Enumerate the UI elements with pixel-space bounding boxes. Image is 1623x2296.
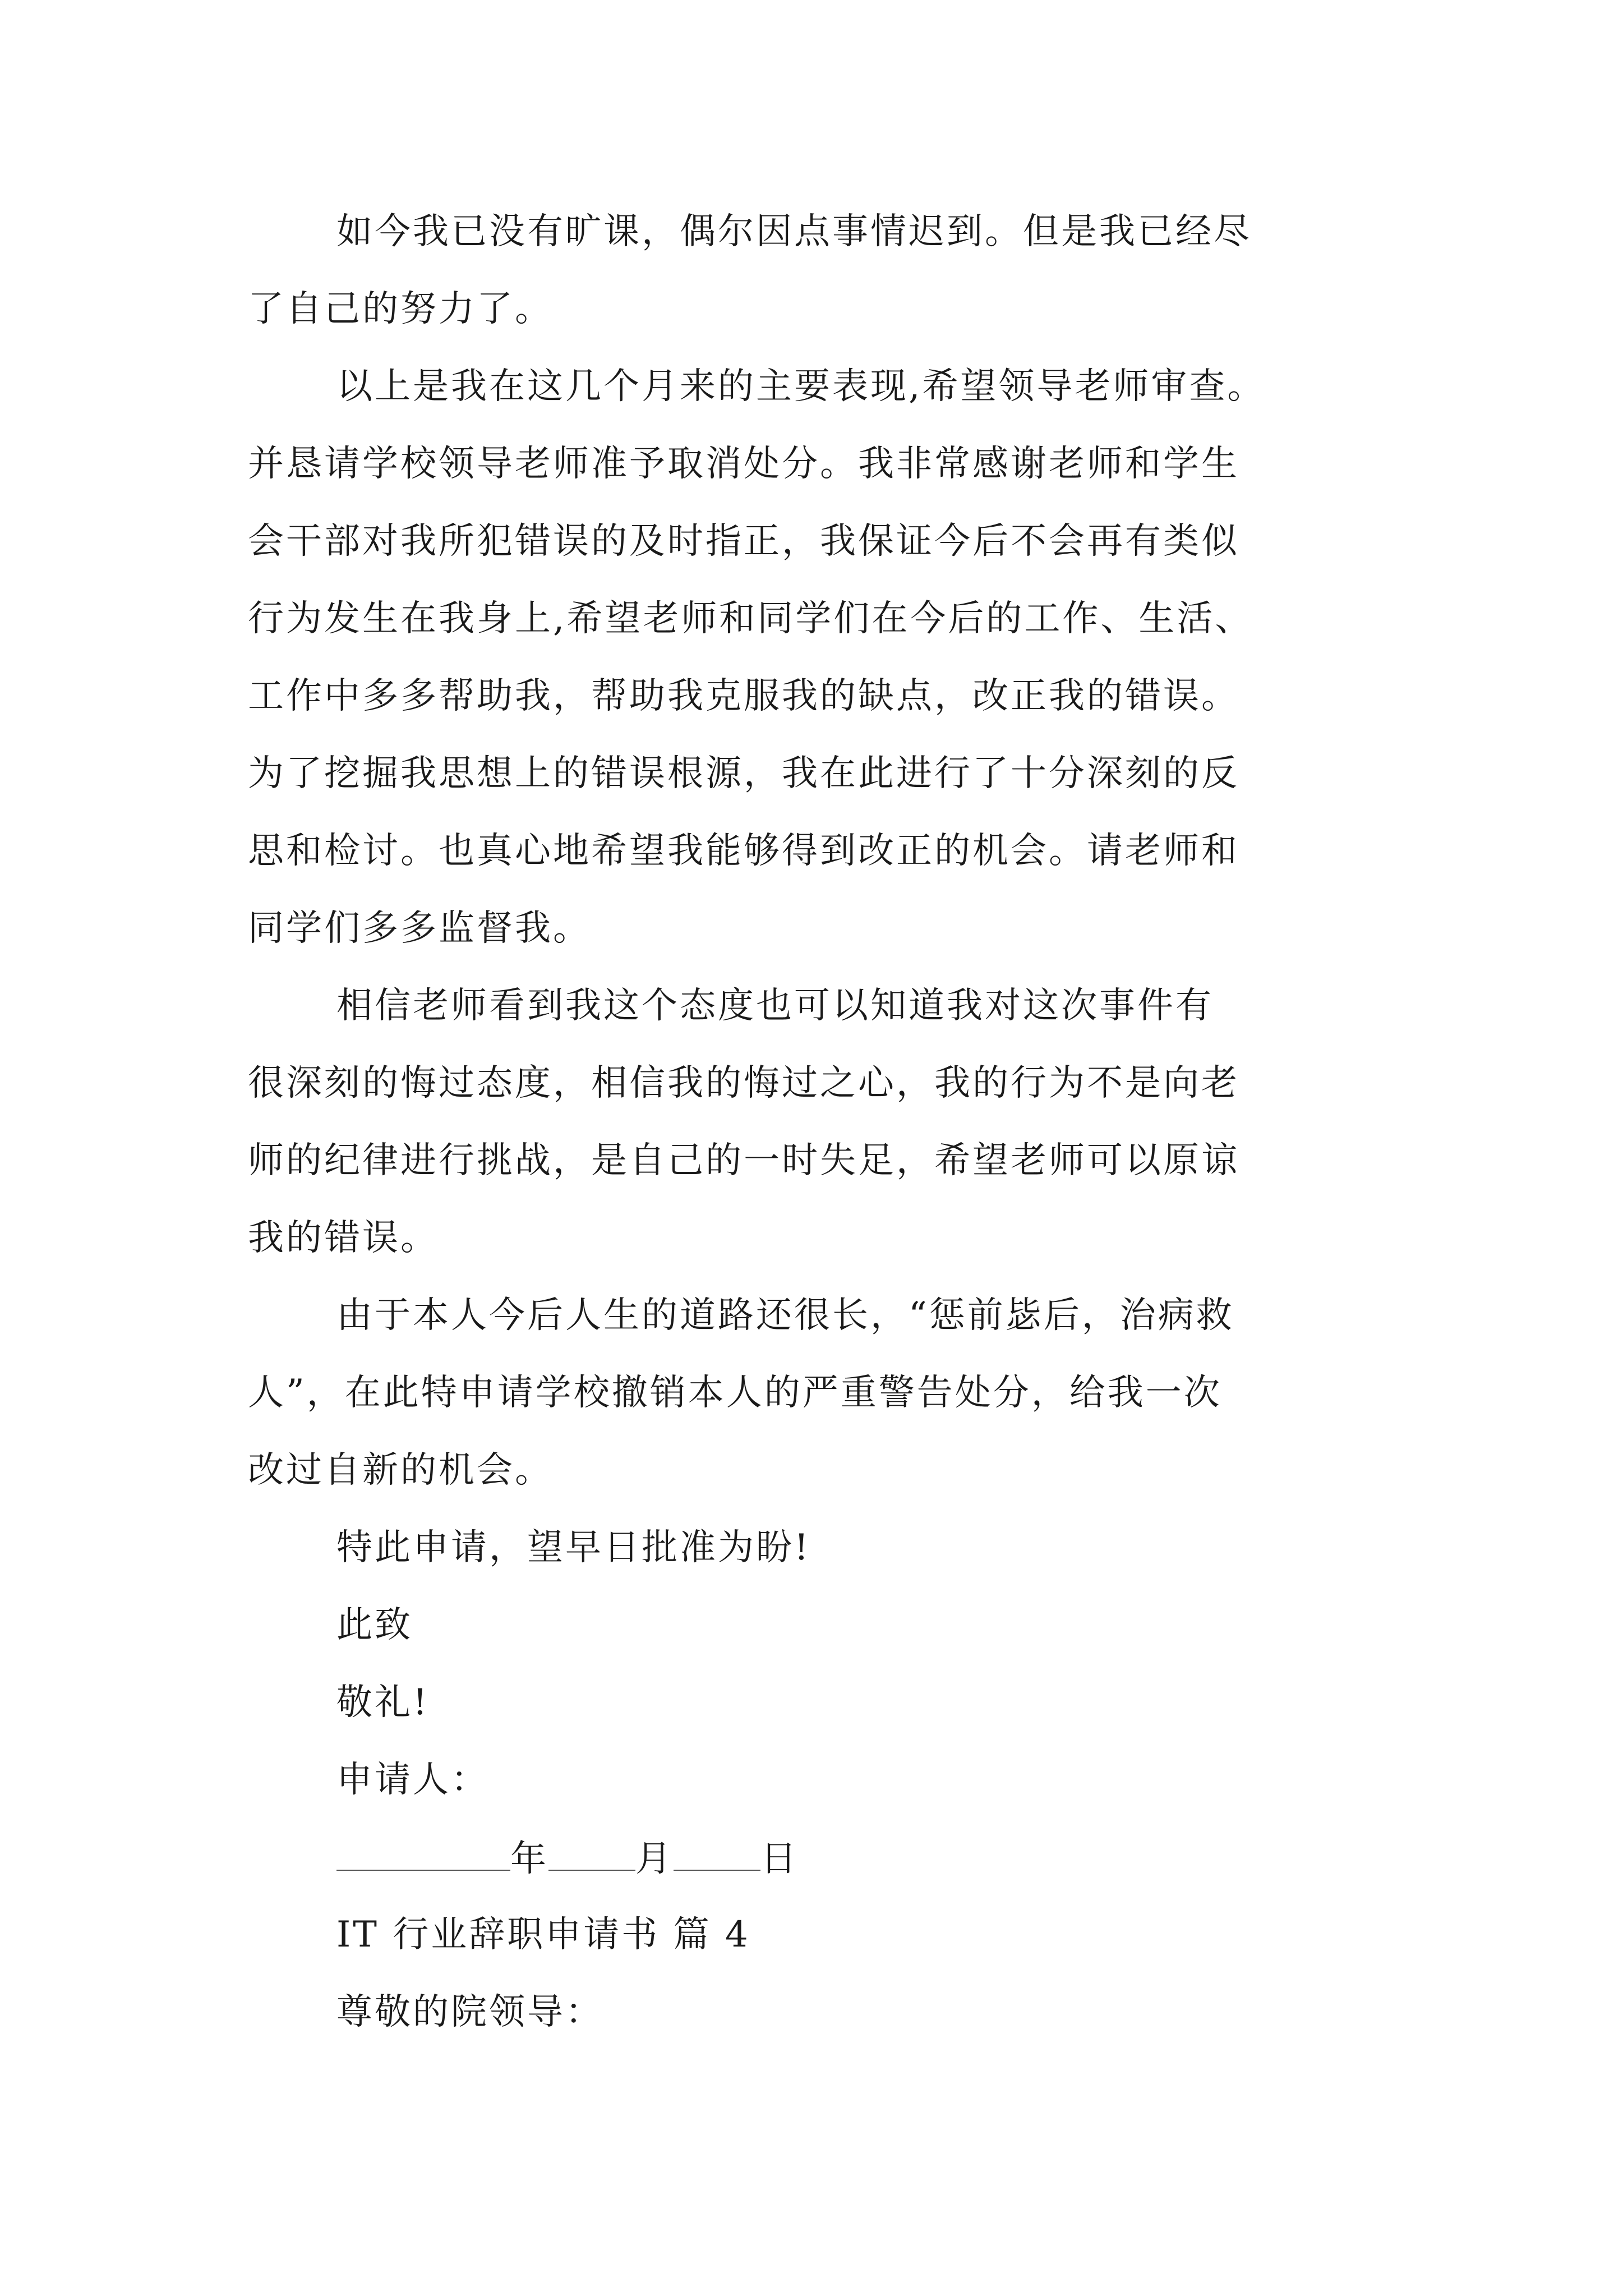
date-line: [336, 1835, 799, 1881]
text-line: 以上是我在这几个月来的主要表现,希望领导老师审查。: [336, 366, 1266, 407]
closing-request: 特此申请，望早日批准为盼!: [336, 1527, 811, 1568]
text-line: 很深刻的悔过态度，相信我的悔过之心，我的行为不是向老: [248, 1062, 1239, 1104]
text-line: 并恳请学校领导老师准予取消处分。我非常感谢老师和学生: [248, 443, 1239, 485]
text-line: 同学们多多监督我。: [248, 908, 591, 949]
day-label: 日: [760, 1838, 799, 1880]
text-line: 会干部对我所犯错误的及时指正，我保证今后不会再有类似: [248, 521, 1239, 562]
section-title: IT 行业辞职申请书 篇 4: [336, 1914, 750, 1955]
closing-jingli: 敬礼!: [336, 1682, 430, 1723]
applicant-label: 申请人：: [336, 1759, 489, 1801]
text-line: 人”，在此特申请学校撤销本人的严重警告处分，给我一次: [248, 1372, 1222, 1414]
day-blank: [674, 1835, 760, 1871]
text-line: 行为发生在我身上,希望老师和同学们在今后的工作、生活、: [248, 598, 1253, 639]
text-line: 思和检讨。也真心地希望我能够得到改正的机会。请老师和: [248, 830, 1239, 872]
text-line: 相信老师看到我这个态度也可以知道我对这次事件有: [336, 985, 1214, 1027]
salutation: 尊敬的院领导：: [336, 1991, 603, 2033]
text-line: 我的错误。: [248, 1217, 439, 1259]
text-line: 由于本人今后人生的道路还很长，“惩前毖后，治病救: [336, 1295, 1234, 1336]
text-line: 师的纪律进行挑战，是自己的一时失足，希望老师可以原谅: [248, 1140, 1239, 1181]
text-line: 如今我已没有旷课，偶尔因点事情迟到。但是我已经尽: [336, 211, 1252, 252]
closing-cizhi: 此致: [336, 1604, 413, 1646]
year-blank: [336, 1835, 510, 1871]
month-label: 月: [635, 1838, 674, 1880]
year-label: 年: [510, 1838, 548, 1880]
text-line: 了自己的努力了。: [248, 288, 553, 330]
text-line: 改过自新的机会。: [248, 1450, 553, 1491]
text-line: 为了挖掘我思想上的错误根源，我在此进行了十分深刻的反: [248, 753, 1239, 794]
text-line: 工作中多多帮助我，帮助我克服我的缺点，改正我的错误。: [248, 675, 1239, 717]
month-blank: [548, 1835, 635, 1871]
